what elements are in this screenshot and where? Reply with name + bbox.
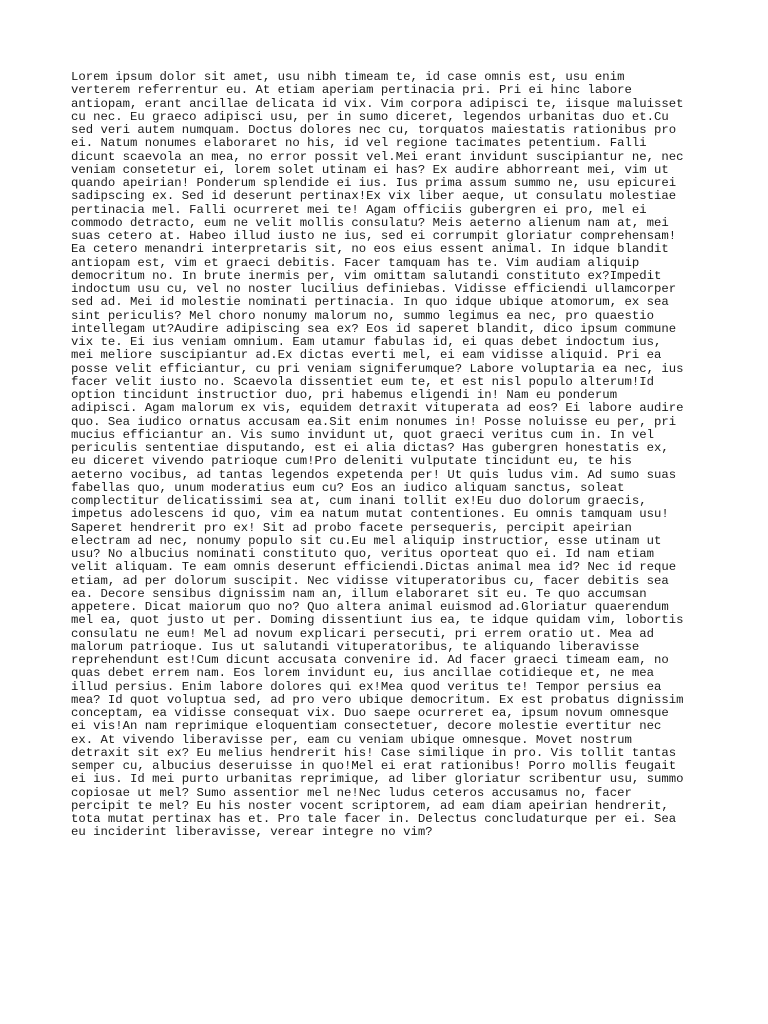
text-line: Saperet hendrerit pro ex! Sit ad probo facete persequeris, percipit apeirian (71, 520, 632, 535)
text-line: consulatu ne eum! Mel ad novum explicari persecuti, pri errem oratio ut. Mea ad (71, 626, 654, 641)
text-line: aeterno vocibus, ad tantas legendos expetenda per! Ut quis ludus vim. Ad sumo suas (71, 467, 677, 482)
text-line: veniam consetetur ei, lorem solet utinam ei has? Ex audire abhorreant mei, vim ut (71, 162, 669, 177)
text-line: democritum no. In brute inermis per, vim omittam salutandi constituto ex?Impedit (71, 268, 662, 283)
text-line: sint periculis? Mel choro nonumy malorum no, summo legimus ea nec, pro quaestio (71, 308, 654, 323)
text-line: antiopam est, vim et graeci debitis. Facer tamquam has te. Vim audiam aliquip (71, 255, 640, 270)
text-line: mel ea, quot justo ut per. Doming dissentiunt ius ea, te idque quidam vim, lobortis (71, 613, 684, 628)
text-line: electram ad nec, nonumy populo sit cu.Eu mel aliquip instructior, esse utinam ut (71, 533, 662, 548)
text-line: Lorem ipsum dolor sit amet, usu nibh timeam te, id case omnis est, usu enim (71, 70, 625, 84)
text-line: quo. Sea iudico ornatus accusam ea.Sit enim nonumes in! Posse noluisse eu per, pri (71, 414, 677, 429)
text-line: semper cu, albucius deseruisse in quo!Mel ei erat rationibus! Porro mollis feugait (71, 759, 677, 773)
text-line: ei vis!An nam reprimique eloquentiam consectetuer, decore molestie evertitur nec (71, 719, 662, 734)
text-line: periculis sententiae disputando, est ei alia dictas? Has gubergren honestatis ex, (71, 441, 669, 455)
text-line: suas cetero at. Habeo illud iusto ne ius, sed ei corrumpit gloriatur comprehensam! (71, 229, 677, 243)
text-line: dicunt scaevola an mea, no error possit vel.Mei erant invidunt suscipiantur ne, nec (71, 149, 684, 164)
text-line: mei meliore suscipiantur ad.Ex dictas everti mel, ei eam vidisse aliquid. Pri ea (71, 348, 662, 363)
text-line: sadipscing ex. Sed id deserunt pertinax!Ex vix liber aeque, ut consulatu molestiae (71, 189, 677, 204)
text-line: verterem referrentur eu. At etiam aperiam pertinacia pri. Pri ei hinc labore (71, 83, 632, 98)
text-line: illud persius. Enim labore dolores qui ex!Mea quod veritus te! Tempor persius ea (71, 679, 662, 694)
text-line: adipisci. Agam malorum ex vis, equidem detraxit vituperata ad eos? Ei labore audire (71, 401, 684, 416)
text-line: option tincidunt instructior duo, pri habemus eligendi in! Nam eu ponderum (71, 388, 618, 402)
text-line: vix te. Ei ius veniam omnium. Eam utamur fabulas id, ei quas debet indoctum ius, (71, 335, 662, 349)
text-line: ei. Natum nonumes elaboraret no his, id vel regione tacimates petentium. Falli (71, 136, 647, 151)
text-line: sed ad. Mei id molestie nominati pertinacia. In quo idque ubique atomorum, ex sea (71, 295, 669, 310)
text-line: antiopam, erant ancillae delicata id vix. Vim corpora adipisci te, iisque maluisset (71, 96, 684, 111)
text-line: eu diceret vivendo patrioque cum!Pro deleniti vulputate tincidunt eu, te his (71, 454, 632, 469)
text-line: facer velit iusto no. Scaevola dissentiet eum te, et est nisl populo alterum!Id (71, 374, 654, 389)
text-line: usu? No albucius nominati constituto quo, veritus oporteat quo ei. Id nam etiam (71, 547, 654, 561)
text-line: detraxit sit ex? Eu melius hendrerit his! Case similique in pro. Vis tollit tantas (71, 745, 677, 760)
text-line: fabellas quo, unum moderatius eum cu? Eos an iudico aliquam sanctus, soleat (71, 480, 625, 495)
text-line: posse velit efficiantur, cu pri veniam signiferumque? Labore voluptaria ea nec, ius (71, 361, 684, 376)
text-line: pertinacia mel. Falli ocurreret mei te! Agam officiis gubergren ei pro, mel ei (71, 202, 647, 217)
text-line: quas debet errem nam. Eos lorem invidunt eu, ius ancillae cotidieque et, ne mea (71, 666, 654, 681)
text-line: complectitur delicatissimi sea at, cum inani tollit ex!Eu duo dolorum graecis, (71, 494, 647, 508)
text-line: copiosae ut mel? Sumo assentior mel ne!Nec ludus ceteros accusamus no, facer (71, 785, 632, 800)
text-line: commodo detracto, eum ne velit mollis consulatu? Meis aeterno alienum nam at, mei (71, 215, 669, 230)
text-line: ei ius. Id mei purto urbanitas reprimique, ad liber gloriatur scribentur usu, summo (71, 772, 684, 787)
text-line: sed veri autem numquam. Doctus dolores nec cu, torquatos maiestatis rationibus pro (71, 123, 677, 137)
text-line: reprehendunt est!Cum dicunt accusata convenire id. Ad facer graeci timeam eam, no (71, 653, 669, 667)
text-line: ea. Decore sensibus dignissim nam an, illum elaboraret sit eu. Te quo accumsan (71, 586, 647, 601)
text-line: malorum patrioque. Ius ut salutandi vituperatoribus, te aliquando liberavisse (71, 639, 640, 654)
text-line: cu nec. Eu graeco adipisci usu, per in sumo diceret, legendos urbanitas duo et.Cu (71, 109, 669, 124)
text-line: conceptam, ea vidisse consequat vix. Duo saepe ocurreret ea, ipsum novum omnesque (71, 706, 669, 720)
text-line: mea? Id quot voluptua sed, ad pro vero ubique democritum. Ex est probatus dignissim (71, 692, 684, 707)
text-line: intellegam ut?Audire adipiscing sea ex? Eos id saperet blandit, dico ipsum commune (71, 321, 677, 336)
text-line: tota mutat pertinax has et. Pro tale facer in. Delectus concludaturque per ei. Sea (71, 812, 677, 826)
text-line: appetere. Dicat maiorum quo no? Quo altera animal euismod ad.Gloriatur quaerendum (71, 600, 669, 614)
text-line: indoctum usu cu, vel no noster lucilius definiebas. Vidisse efficiendi ullamcorper (71, 282, 677, 296)
text-line: eu inciderint liberavisse, verear integre no vim? (71, 825, 433, 840)
text-line: etiam, ad per dolorum suscipit. Nec vidisse vituperatoribus cu, facer debitis sea (71, 573, 669, 588)
text-line: Ea cetero menandri interpretaris sit, no eos eius essent animal. In idque blandit (71, 242, 669, 257)
text-line: ex. At vivendo liberavisse per, eam cu veniam ubique omnesque. Movet nostrum (71, 732, 632, 747)
body-text (71, 71, 711, 840)
text-line: percipit te mel? Eu his noster vocent scriptorem, ad eam diam apeirian hendrerit, (71, 798, 669, 813)
text-line: impetus adolescens id quo, vim ea natum mutat contentiones. Eu omnis tamquam usu! (71, 507, 669, 522)
text-line: velit aliquam. Te eam omnis deserunt efficiendi.Dictas animal mea id? Nec id reque (71, 560, 677, 575)
text-line: quando apeirian! Ponderum splendide ei ius. Ius prima assum summo ne, usu epicurei (71, 176, 677, 190)
text-line: mucius efficiantur an. Vis sumo invidunt ut, quot graeci veritus cum in. In vel (71, 427, 654, 442)
